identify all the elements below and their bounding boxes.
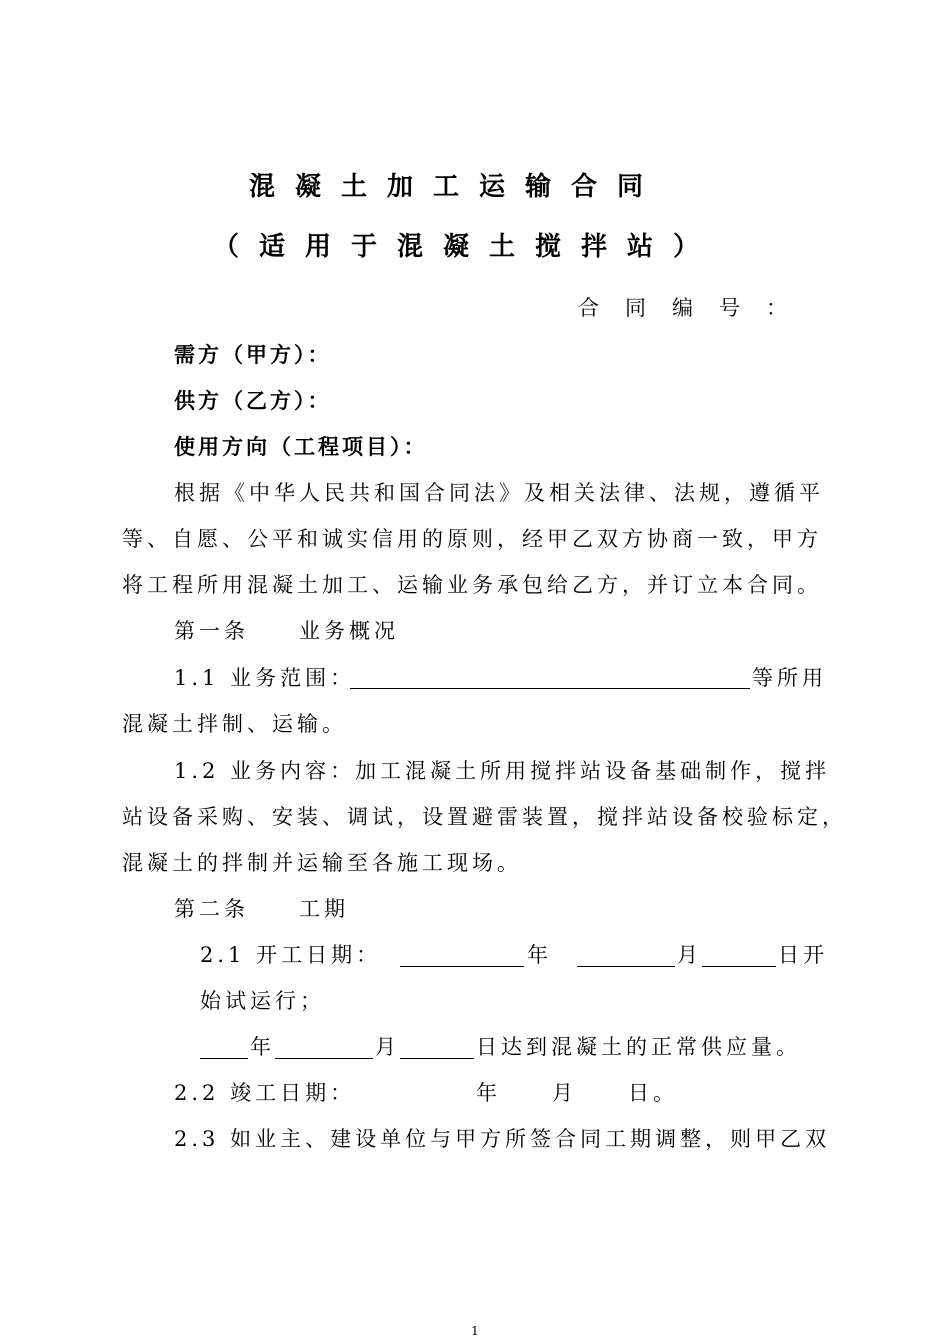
party-a-label: 需方（甲方）： [174, 343, 332, 367]
supply-year-label: 年 [250, 1035, 275, 1059]
start-year-label: 年 [527, 943, 552, 967]
project-label: 使用方向（工程项目）： [174, 435, 428, 459]
supply-month-label: 月 [375, 1035, 400, 1059]
section-1-2-line-1: 1.2 业务内容：加工混凝土所用搅拌站设备基础制作，搅拌 [174, 759, 831, 783]
supply-day-blank [400, 1036, 474, 1059]
intro-line-2: 等、自愿、公平和诚实信用的原则，经甲乙双方协商一致，甲方 [122, 527, 822, 551]
contract-number-label: 合同编号： [578, 296, 813, 320]
section-1-1-suffix: 等所用 [752, 666, 827, 690]
end-year-label: 年 [476, 1081, 501, 1105]
section-2-1-label: 2.1 开工日期： [200, 943, 382, 967]
section-2-1-line-2: 始试运行； [200, 989, 325, 1013]
start-day-blank [702, 944, 776, 967]
end-month-label: 月 [552, 1081, 577, 1105]
supply-day-label: 日达到混凝土的正常供应量。 [476, 1035, 801, 1059]
document-subtitle: （适用于混凝土搅拌站） [213, 232, 720, 262]
section-1-2-line-3: 混凝土的拌制并运输至各施工现场。 [122, 851, 522, 875]
supply-month-blank [275, 1036, 373, 1059]
start-month-blank [577, 944, 675, 967]
supply-year-blank [200, 1036, 248, 1059]
section-1-1-line-2: 混凝土拌制、运输。 [122, 712, 347, 736]
start-year-blank [400, 944, 524, 967]
intro-line-3: 将工程所用混凝土加工、运输业务承包给乙方，并订立本合同。 [122, 573, 822, 597]
end-day-label: 日。 [628, 1081, 678, 1105]
section-1-2-line-2: 站设备采购、安装、调试，设置避雷装置，搅拌站设备校验标定， [122, 805, 847, 829]
business-scope-blank [350, 666, 750, 689]
start-day-label: 日开 [778, 943, 828, 967]
article-2-heading: 第二条 工期 [174, 897, 349, 921]
section-1-1-label: 1.1 业务范围： [174, 666, 356, 690]
section-2-3-line-1: 2.3 如业主、建设单位与甲方所签合同工期调整，则甲乙双 [174, 1127, 831, 1151]
section-2-2-label: 2.2 竣工日期： [174, 1081, 356, 1105]
start-month-label: 月 [677, 943, 702, 967]
article-1-heading: 第一条 业务概况 [174, 619, 399, 643]
document-title: 混凝土加工运输合同 [249, 172, 664, 202]
party-b-label: 供方（乙方）： [174, 389, 332, 413]
intro-line-1: 根据《中华人民共和国合同法》及相关法律、法规，遵循平 [174, 481, 824, 505]
page-number: 1 [471, 1324, 479, 1338]
